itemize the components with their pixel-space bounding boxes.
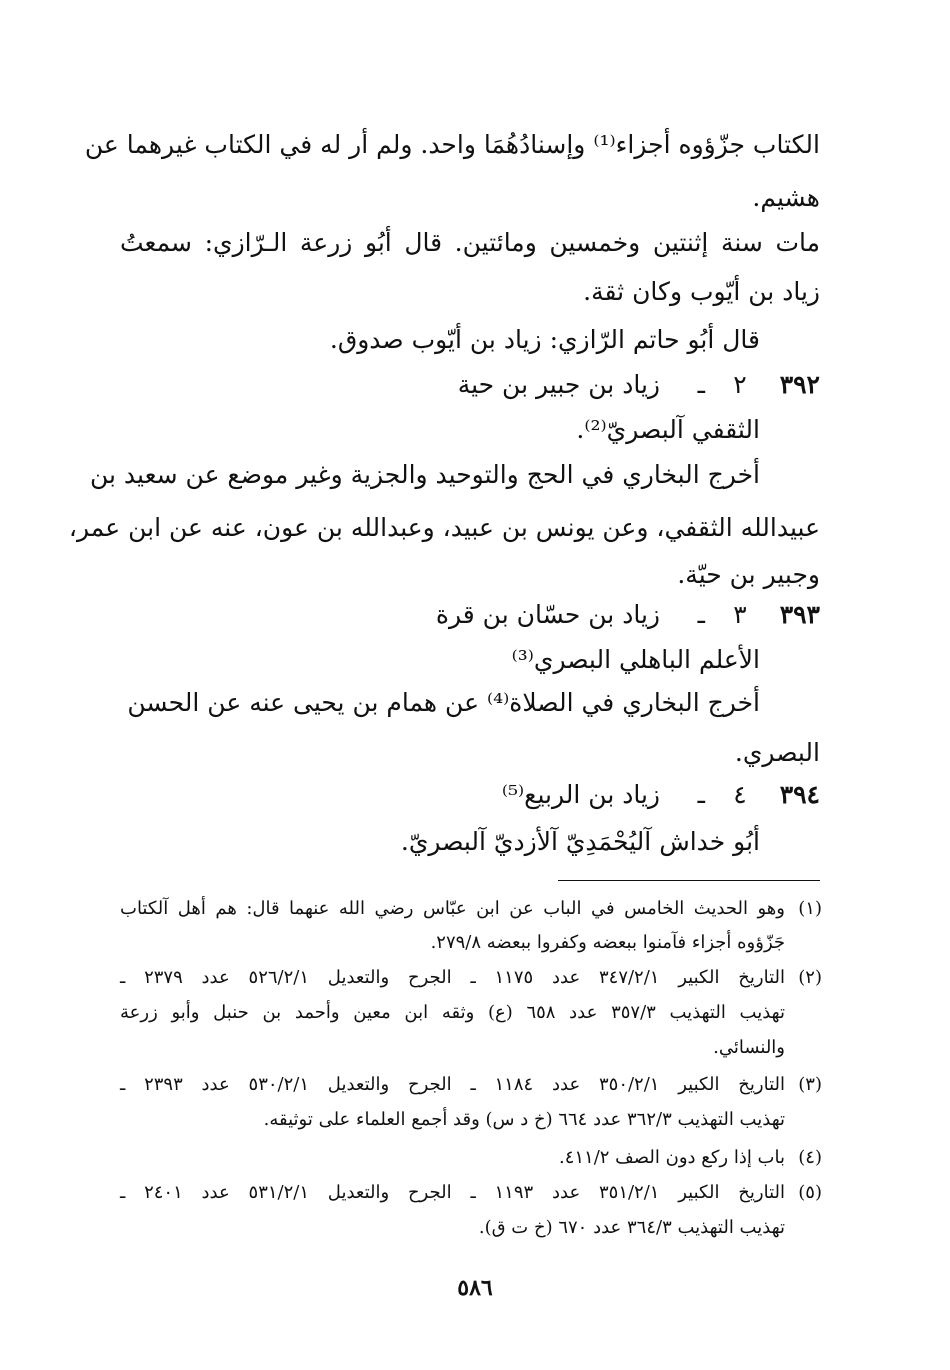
body-line: الكتاب جزّؤوه أجزاء⁽¹⁾ وإسنادُهُمَا واحد. ولم أر له في الكتاب غيرهما عن [84,130,820,159]
entry-number: ٣٩٢ [779,370,820,399]
entry-text-line: عبيدالله الثقفي، وعن يونس بن عبيد، وعبدالله بن عون، عنه عن ابن عمر، [68,513,820,542]
entry-index: ٤ [733,780,747,809]
body-line: زياد بن أيّوب وكان ثقة. [583,277,820,306]
footnote-line: تهذيب التهذيب ٣٥٧/٣ عدد ٦٥٨ (ع) وثقه ابن معين وأحمد بن حنبل وأبو زرعة [120,1002,785,1023]
body-line: مات سنة إثنتين وخمسين ومائتين. قال أبُو زرعة الـرّازي: سمعتُ [120,228,821,257]
footnote-marker: (٥) [798,1182,822,1203]
footnote-line: التاريخ الكبير ٣٤٧/٢/١ عدد ١١٧٥ ـ الجرح والتعديل ٥٢٦/٢/١ عدد ٢٣٧٩ ـ [120,967,785,988]
entry-dash: ـ [697,600,705,629]
footnote-line: باب إذا ركع دون الصف ٤١١/٢. [558,1147,785,1168]
entry-dash: ـ [697,370,705,399]
footnote-line: والنسائي. [713,1037,785,1058]
entry-text-line: أخرج البخاري في الصلاة⁽⁴⁾ عن همام بن يحيى عنه عن الحسن [127,688,760,717]
entry-subtitle: الأعلم الباهلي البصري⁽³⁾ [511,645,760,674]
entry-dash: ـ [697,780,705,809]
entry-name: زياد بن الربيع⁽⁵⁾ [501,780,660,809]
footnote-line: تهذيب التهذيب ٣٦٤/٣ عدد ٦٧٠ (خ ت ق). [478,1217,785,1238]
entry-number: ٣٩٤ [779,780,820,809]
entry-name: زياد بن حسّان بن قرة [435,600,660,629]
footnote-line: تهذيب التهذيب ٣٦٢/٣ عدد ٦٦٤ (خ د س) وقد أجمع العلماء على توثيقه. [263,1109,785,1130]
entry-index: ٣ [733,600,747,629]
footnote-line: جَزّؤوه أجزاء فآمنوا ببعضه وكفروا ببعضه ٢٧٩/٨. [430,932,785,953]
page-number: ٥٨٦ [457,1275,493,1301]
footnote-separator [558,880,820,881]
body-line: قال أبُو حاتم الرّازي: زياد بن أيّوب صدوق. [329,325,760,354]
entry-number: ٣٩٣ [779,600,820,629]
body-line: هشيم. [752,183,820,212]
footnote-marker: (٢) [798,967,822,988]
entry-text-line: البصري. [734,738,820,767]
entry-subtitle: الثقفي آلبصريّ⁽²⁾. [576,415,760,444]
footnote-marker: (٣) [798,1074,822,1095]
footnote-line: وهو الحديث الخامس في الباب عن ابن عبّاس رضي الله عنهما قال: هم أهل آلكتاب [120,898,785,919]
entry-index: ٢ [733,370,747,399]
entry-name: زياد بن جبير بن حية [457,370,660,399]
footnote-line: التاريخ الكبير ٣٥٠/٢/١ عدد ١١٨٤ ـ الجرح والتعديل ٥٣٠/٢/١ عدد ٢٣٩٣ ـ [120,1074,785,1095]
entry-text-line: أخرج البخاري في الحج والتوحيد والجزية وغير موضع عن سعيد بن [89,460,760,489]
entry-subtitle: أبُو خداش آليُحْمَدِيّ آلأزديّ آلبصريّ. [400,827,760,856]
footnote-line: التاريخ الكبير ٣٥١/٢/١ عدد ١١٩٣ ـ الجرح والتعديل ٥٣١/٢/١ عدد ٢٤٠١ ـ [120,1182,785,1203]
footnote-marker: (١) [798,898,822,919]
entry-text-line: وجبير بن حيّة. [677,560,820,589]
footnote-marker: (٤) [798,1147,822,1168]
